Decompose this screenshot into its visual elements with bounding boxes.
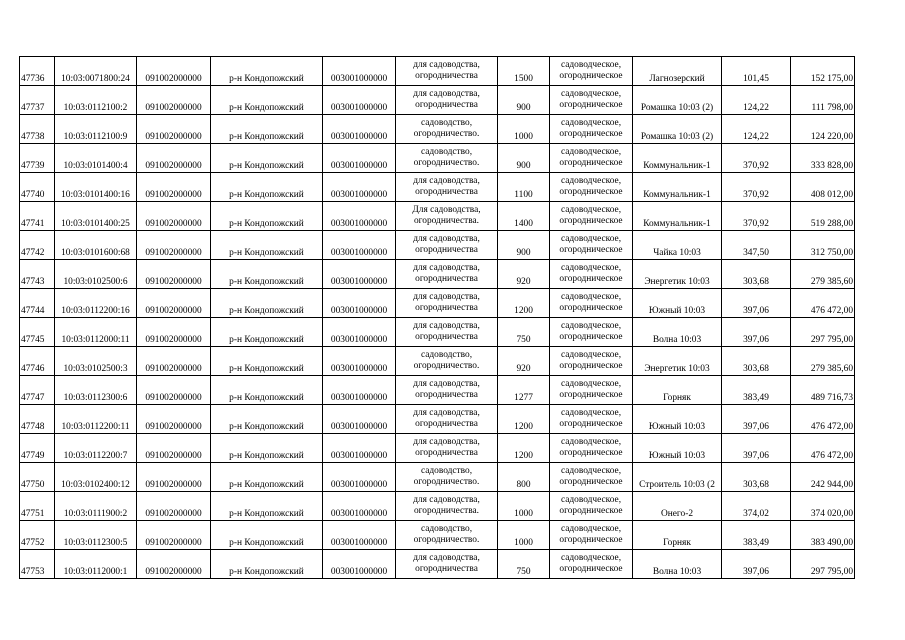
table-row	[20, 144, 855, 173]
specific-value: 303,68	[722, 347, 791, 376]
use-kind	[550, 144, 633, 173]
permitted-use-line1: для садоводства,	[413, 379, 480, 389]
use-kind-line2: огородническое	[559, 303, 623, 313]
cadastral-number: 10:03:0101400:4	[55, 144, 137, 173]
specific-value: 370,92	[722, 202, 791, 231]
oktmo-code: 003001000000	[323, 86, 396, 115]
table-row	[20, 434, 855, 463]
association-name: Южный 10:03	[633, 289, 722, 318]
district: р-н Кондопожский	[211, 202, 323, 231]
specific-value: 397,06	[722, 318, 791, 347]
district: р-н Кондопожский	[211, 463, 323, 492]
permitted-use	[396, 463, 498, 492]
specific-value: 397,06	[722, 405, 791, 434]
use-kind-line2: огородническое	[559, 158, 623, 168]
permitted-use-line1: для садоводства,	[413, 176, 480, 186]
use-kind-line1: садоводческое,	[560, 118, 622, 128]
use-kind-line1: садоводческое,	[560, 495, 622, 505]
use-kind-line2: огородническое	[559, 506, 623, 516]
table-row	[20, 115, 855, 144]
area: 1000	[498, 115, 550, 144]
permitted-use-line1: для садоводства,	[413, 263, 480, 273]
specific-value: 347,50	[722, 231, 791, 260]
district: р-н Кондопожский	[211, 173, 323, 202]
cadastral-value: 476 472,00	[791, 289, 855, 318]
area: 800	[498, 463, 550, 492]
table-row	[20, 289, 855, 318]
permitted-use-line2: огородничества	[415, 303, 478, 313]
row-number: 47740	[20, 173, 55, 202]
cadastral-value: 476 472,00	[791, 405, 855, 434]
okato-code: 091002000000	[137, 376, 211, 405]
okato-code: 091002000000	[137, 231, 211, 260]
use-kind-line2: огородническое	[559, 216, 623, 226]
permitted-use-line1: для садоводства,	[413, 408, 480, 418]
permitted-use-line2: огородничества	[415, 274, 478, 284]
cadastral-number: 10:03:0112300:6	[55, 376, 137, 405]
oktmo-code: 003001000000	[323, 463, 396, 492]
district: р-н Кондопожский	[211, 492, 323, 521]
row-number: 47742	[20, 231, 55, 260]
okato-code: 091002000000	[137, 347, 211, 376]
area: 1000	[498, 521, 550, 550]
table-row	[20, 492, 855, 521]
association-name: Чайка 10:03	[633, 231, 722, 260]
oktmo-code: 003001000000	[323, 144, 396, 173]
oktmo-code: 003001000000	[323, 376, 396, 405]
permitted-use	[396, 260, 498, 289]
table-row	[20, 550, 855, 579]
cadastral-value: 489 716,73	[791, 376, 855, 405]
row-number: 47738	[20, 115, 55, 144]
cadastral-value-table	[19, 56, 855, 579]
table-row	[20, 202, 855, 231]
use-kind-line1: садоводческое,	[560, 350, 622, 360]
district: р-н Кондопожский	[211, 115, 323, 144]
specific-value: 383,49	[722, 521, 791, 550]
area: 1400	[498, 202, 550, 231]
use-kind	[550, 492, 633, 521]
district: р-н Кондопожский	[211, 434, 323, 463]
table-row	[20, 376, 855, 405]
specific-value: 383,49	[722, 376, 791, 405]
permitted-use	[396, 550, 498, 579]
use-kind-line1: садоводческое,	[560, 408, 622, 418]
permitted-use-line2: огородничества	[415, 448, 478, 458]
permitted-use-line2: огородничества	[415, 187, 478, 197]
district: р-н Кондопожский	[211, 231, 323, 260]
permitted-use-line1: для садоводства,	[413, 234, 480, 244]
oktmo-code: 003001000000	[323, 318, 396, 347]
table-row	[20, 57, 855, 86]
permitted-use-line1: садоводство,	[420, 147, 473, 157]
association-name: Горняк	[633, 376, 722, 405]
table-row	[20, 405, 855, 434]
use-kind-line1: садоводческое,	[560, 89, 622, 99]
specific-value: 397,06	[722, 434, 791, 463]
okato-code: 091002000000	[137, 173, 211, 202]
district: р-н Кондопожский	[211, 144, 323, 173]
oktmo-code: 003001000000	[323, 405, 396, 434]
permitted-use-line2: огородничества	[415, 332, 478, 342]
area: 900	[498, 144, 550, 173]
association-name: Энергетик 10:03	[633, 260, 722, 289]
use-kind	[550, 57, 633, 86]
row-number: 47744	[20, 289, 55, 318]
okato-code: 091002000000	[137, 115, 211, 144]
specific-value: 397,06	[722, 550, 791, 579]
cadastral-number: 10:03:0112300:5	[55, 521, 137, 550]
specific-value: 397,06	[722, 289, 791, 318]
okato-code: 091002000000	[137, 434, 211, 463]
row-number: 47741	[20, 202, 55, 231]
permitted-use-line1: для садоводства,	[413, 553, 480, 563]
area: 750	[498, 550, 550, 579]
oktmo-code: 003001000000	[323, 550, 396, 579]
cadastral-value: 312 750,00	[791, 231, 855, 260]
okato-code: 091002000000	[137, 57, 211, 86]
oktmo-code: 003001000000	[323, 289, 396, 318]
table-row	[20, 318, 855, 347]
use-kind-line1: садоводческое,	[560, 524, 622, 534]
specific-value: 303,68	[722, 463, 791, 492]
okato-code: 091002000000	[137, 289, 211, 318]
table-row	[20, 260, 855, 289]
association-name: Онего-2	[633, 492, 722, 521]
permitted-use	[396, 144, 498, 173]
row-number: 47745	[20, 318, 55, 347]
oktmo-code: 003001000000	[323, 434, 396, 463]
oktmo-code: 003001000000	[323, 347, 396, 376]
use-kind-line2: огородническое	[559, 187, 623, 197]
permitted-use-line1: для садоводства,	[413, 89, 480, 99]
association-name: Волна 10:03	[633, 318, 722, 347]
district: р-н Кондопожский	[211, 405, 323, 434]
use-kind	[550, 231, 633, 260]
okato-code: 091002000000	[137, 318, 211, 347]
okato-code: 091002000000	[137, 492, 211, 521]
association-name: Коммунальник-1	[633, 173, 722, 202]
use-kind	[550, 86, 633, 115]
district: р-н Кондопожский	[211, 347, 323, 376]
specific-value: 124,22	[722, 86, 791, 115]
specific-value: 101,45	[722, 57, 791, 86]
oktmo-code: 003001000000	[323, 115, 396, 144]
oktmo-code: 003001000000	[323, 260, 396, 289]
cadastral-number: 10:03:0112000:1	[55, 550, 137, 579]
use-kind-line1: садоводческое,	[560, 437, 622, 447]
permitted-use-line2: огородничества.	[413, 216, 480, 226]
use-kind-line2: огородническое	[559, 564, 623, 574]
association-name: Южный 10:03	[633, 434, 722, 463]
use-kind	[550, 347, 633, 376]
permitted-use	[396, 231, 498, 260]
permitted-use-line1: для садоводства,	[413, 495, 480, 505]
table-body	[20, 57, 855, 579]
association-name: Горняк	[633, 521, 722, 550]
area: 1200	[498, 289, 550, 318]
use-kind-line2: огородническое	[559, 71, 623, 81]
cadastral-value: 519 288,00	[791, 202, 855, 231]
row-number: 47737	[20, 86, 55, 115]
permitted-use	[396, 173, 498, 202]
permitted-use	[396, 115, 498, 144]
cadastral-value: 152 175,00	[791, 57, 855, 86]
area: 1277	[498, 376, 550, 405]
use-kind-line2: огородническое	[559, 448, 623, 458]
area: 1200	[498, 405, 550, 434]
permitted-use	[396, 318, 498, 347]
permitted-use	[396, 86, 498, 115]
oktmo-code: 003001000000	[323, 57, 396, 86]
cadastral-number: 10:03:0112200:16	[55, 289, 137, 318]
okato-code: 091002000000	[137, 86, 211, 115]
association-name: Коммунальник-1	[633, 144, 722, 173]
use-kind-line2: огородническое	[559, 245, 623, 255]
use-kind	[550, 550, 633, 579]
use-kind-line1: садоводческое,	[560, 321, 622, 331]
cadastral-value: 242 944,00	[791, 463, 855, 492]
area: 900	[498, 86, 550, 115]
district: р-н Кондопожский	[211, 318, 323, 347]
use-kind-line2: огородническое	[559, 535, 623, 545]
row-number: 47736	[20, 57, 55, 86]
use-kind-line1: садоводческое,	[560, 379, 622, 389]
district: р-н Кондопожский	[211, 376, 323, 405]
cadastral-number: 10:03:0102500:3	[55, 347, 137, 376]
district: р-н Кондопожский	[211, 550, 323, 579]
association-name: Коммунальник-1	[633, 202, 722, 231]
row-number: 47746	[20, 347, 55, 376]
use-kind-line1: садоводческое,	[560, 147, 622, 157]
cadastral-number: 10:03:0102500:6	[55, 260, 137, 289]
use-kind-line2: огородническое	[559, 274, 623, 284]
cadastral-value: 408 012,00	[791, 173, 855, 202]
cadastral-number: 10:03:0112200:7	[55, 434, 137, 463]
permitted-use	[396, 521, 498, 550]
association-name: Волна 10:03	[633, 550, 722, 579]
permitted-use	[396, 405, 498, 434]
association-name: Энергетик 10:03	[633, 347, 722, 376]
area: 1500	[498, 57, 550, 86]
use-kind	[550, 115, 633, 144]
use-kind-line1: садоводческое,	[560, 553, 622, 563]
permitted-use	[396, 434, 498, 463]
oktmo-code: 003001000000	[323, 492, 396, 521]
permitted-use-line2: огородничество.	[413, 535, 480, 545]
association-name: Лагнозерский	[633, 57, 722, 86]
use-kind-line1: садоводческое,	[560, 205, 622, 215]
area: 920	[498, 347, 550, 376]
use-kind-line2: огородническое	[559, 129, 623, 139]
use-kind-line2: огородническое	[559, 361, 623, 371]
use-kind-line2: огородническое	[559, 477, 623, 487]
permitted-use	[396, 289, 498, 318]
permitted-use	[396, 347, 498, 376]
table-row	[20, 173, 855, 202]
association-name: Строитель 10:03 (2	[633, 463, 722, 492]
okato-code: 091002000000	[137, 463, 211, 492]
permitted-use-line1: садоводство,	[420, 524, 473, 534]
permitted-use-line2: огородничества	[415, 71, 478, 81]
permitted-use-line2: огородничества	[415, 390, 478, 400]
association-name: Ромашка 10:03 (2)	[633, 86, 722, 115]
permitted-use-line1: для садоводства,	[413, 437, 480, 447]
cadastral-number: 10:03:0112200:11	[55, 405, 137, 434]
specific-value: 370,92	[722, 144, 791, 173]
use-kind-line1: садоводческое,	[560, 60, 622, 70]
permitted-use-line2: огородничества	[415, 245, 478, 255]
association-name: Ромашка 10:03 (2)	[633, 115, 722, 144]
specific-value: 303,68	[722, 260, 791, 289]
permitted-use-line2: огородничество.	[413, 361, 480, 371]
cadastral-number: 10:03:0112100:9	[55, 115, 137, 144]
oktmo-code: 003001000000	[323, 173, 396, 202]
oktmo-code: 003001000000	[323, 521, 396, 550]
use-kind-line2: огородническое	[559, 100, 623, 110]
cadastral-value: 476 472,00	[791, 434, 855, 463]
cadastral-value: 279 385,60	[791, 260, 855, 289]
use-kind	[550, 521, 633, 550]
permitted-use	[396, 57, 498, 86]
association-name: Южный 10:03	[633, 405, 722, 434]
area: 920	[498, 260, 550, 289]
district: р-н Кондопожский	[211, 86, 323, 115]
cadastral-value: 297 795,00	[791, 318, 855, 347]
use-kind	[550, 405, 633, 434]
okato-code: 091002000000	[137, 144, 211, 173]
row-number: 47752	[20, 521, 55, 550]
permitted-use-line2: огородничества	[415, 100, 478, 110]
permitted-use-line1: для садоводства,	[413, 321, 480, 331]
use-kind	[550, 376, 633, 405]
use-kind-line1: садоводческое,	[560, 466, 622, 476]
cadastral-number: 10:03:0101400:16	[55, 173, 137, 202]
cadastral-value: 383 490,00	[791, 521, 855, 550]
use-kind-line1: садоводческое,	[560, 263, 622, 273]
area: 900	[498, 231, 550, 260]
cadastral-value: 124 220,00	[791, 115, 855, 144]
permitted-use-line2: огородничества.	[413, 506, 480, 516]
use-kind-line2: огородническое	[559, 390, 623, 400]
area: 1200	[498, 434, 550, 463]
cadastral-value: 279 385,60	[791, 347, 855, 376]
cadastral-number: 10:03:0071800:24	[55, 57, 137, 86]
permitted-use	[396, 492, 498, 521]
area: 1100	[498, 173, 550, 202]
permitted-use	[396, 376, 498, 405]
table-row	[20, 347, 855, 376]
permitted-use-line2: огородничества	[415, 564, 478, 574]
row-number: 47747	[20, 376, 55, 405]
cadastral-number: 10:03:0101400:25	[55, 202, 137, 231]
use-kind-line1: садоводческое,	[560, 292, 622, 302]
specific-value: 370,92	[722, 173, 791, 202]
use-kind	[550, 289, 633, 318]
permitted-use-line1: садоводство,	[420, 118, 473, 128]
specific-value: 124,22	[722, 115, 791, 144]
area: 1000	[498, 492, 550, 521]
table-row	[20, 463, 855, 492]
permitted-use-line1: для садоводства,	[413, 292, 480, 302]
okato-code: 091002000000	[137, 521, 211, 550]
district: р-н Кондопожский	[211, 521, 323, 550]
okato-code: 091002000000	[137, 405, 211, 434]
use-kind	[550, 463, 633, 492]
area: 750	[498, 318, 550, 347]
row-number: 47748	[20, 405, 55, 434]
permitted-use	[396, 202, 498, 231]
row-number: 47739	[20, 144, 55, 173]
cadastral-value: 374 020,00	[791, 492, 855, 521]
oktmo-code: 003001000000	[323, 202, 396, 231]
permitted-use-line1: садоводство,	[420, 350, 473, 360]
permitted-use-line2: огородничества	[415, 419, 478, 429]
cadastral-number: 10:03:0112000:11	[55, 318, 137, 347]
table-row	[20, 521, 855, 550]
table-row	[20, 86, 855, 115]
cadastral-number: 10:03:0112100:2	[55, 86, 137, 115]
okato-code: 091002000000	[137, 202, 211, 231]
cadastral-number: 10:03:0102400:12	[55, 463, 137, 492]
cadastral-value: 333 828,00	[791, 144, 855, 173]
use-kind	[550, 173, 633, 202]
row-number: 47750	[20, 463, 55, 492]
cadastral-number: 10:03:0101600:68	[55, 231, 137, 260]
oktmo-code: 003001000000	[323, 231, 396, 260]
row-number: 47753	[20, 550, 55, 579]
table-row	[20, 231, 855, 260]
row-number: 47749	[20, 434, 55, 463]
district: р-н Кондопожский	[211, 57, 323, 86]
use-kind-line2: огородническое	[559, 332, 623, 342]
permitted-use-line2: огородничество.	[413, 158, 480, 168]
permitted-use-line1: садоводство,	[420, 466, 473, 476]
row-number: 47743	[20, 260, 55, 289]
row-number: 47751	[20, 492, 55, 521]
permitted-use-line2: огородничество.	[413, 129, 480, 139]
use-kind	[550, 434, 633, 463]
district: р-н Кондопожский	[211, 289, 323, 318]
okato-code: 091002000000	[137, 260, 211, 289]
use-kind	[550, 202, 633, 231]
permitted-use-line1: Для садоводства,	[412, 205, 481, 215]
use-kind-line1: садоводческое,	[560, 234, 622, 244]
use-kind	[550, 260, 633, 289]
permitted-use-line1: для садоводства,	[413, 60, 480, 70]
use-kind-line1: садоводческое,	[560, 176, 622, 186]
cadastral-number: 10:03:0111900:2	[55, 492, 137, 521]
use-kind-line2: огородническое	[559, 419, 623, 429]
use-kind	[550, 318, 633, 347]
permitted-use-line2: огородничество.	[413, 477, 480, 487]
district: р-н Кондопожский	[211, 260, 323, 289]
cadastral-value: 111 798,00	[791, 86, 855, 115]
okato-code: 091002000000	[137, 550, 211, 579]
cadastral-value: 297 795,00	[791, 550, 855, 579]
specific-value: 374,02	[722, 492, 791, 521]
